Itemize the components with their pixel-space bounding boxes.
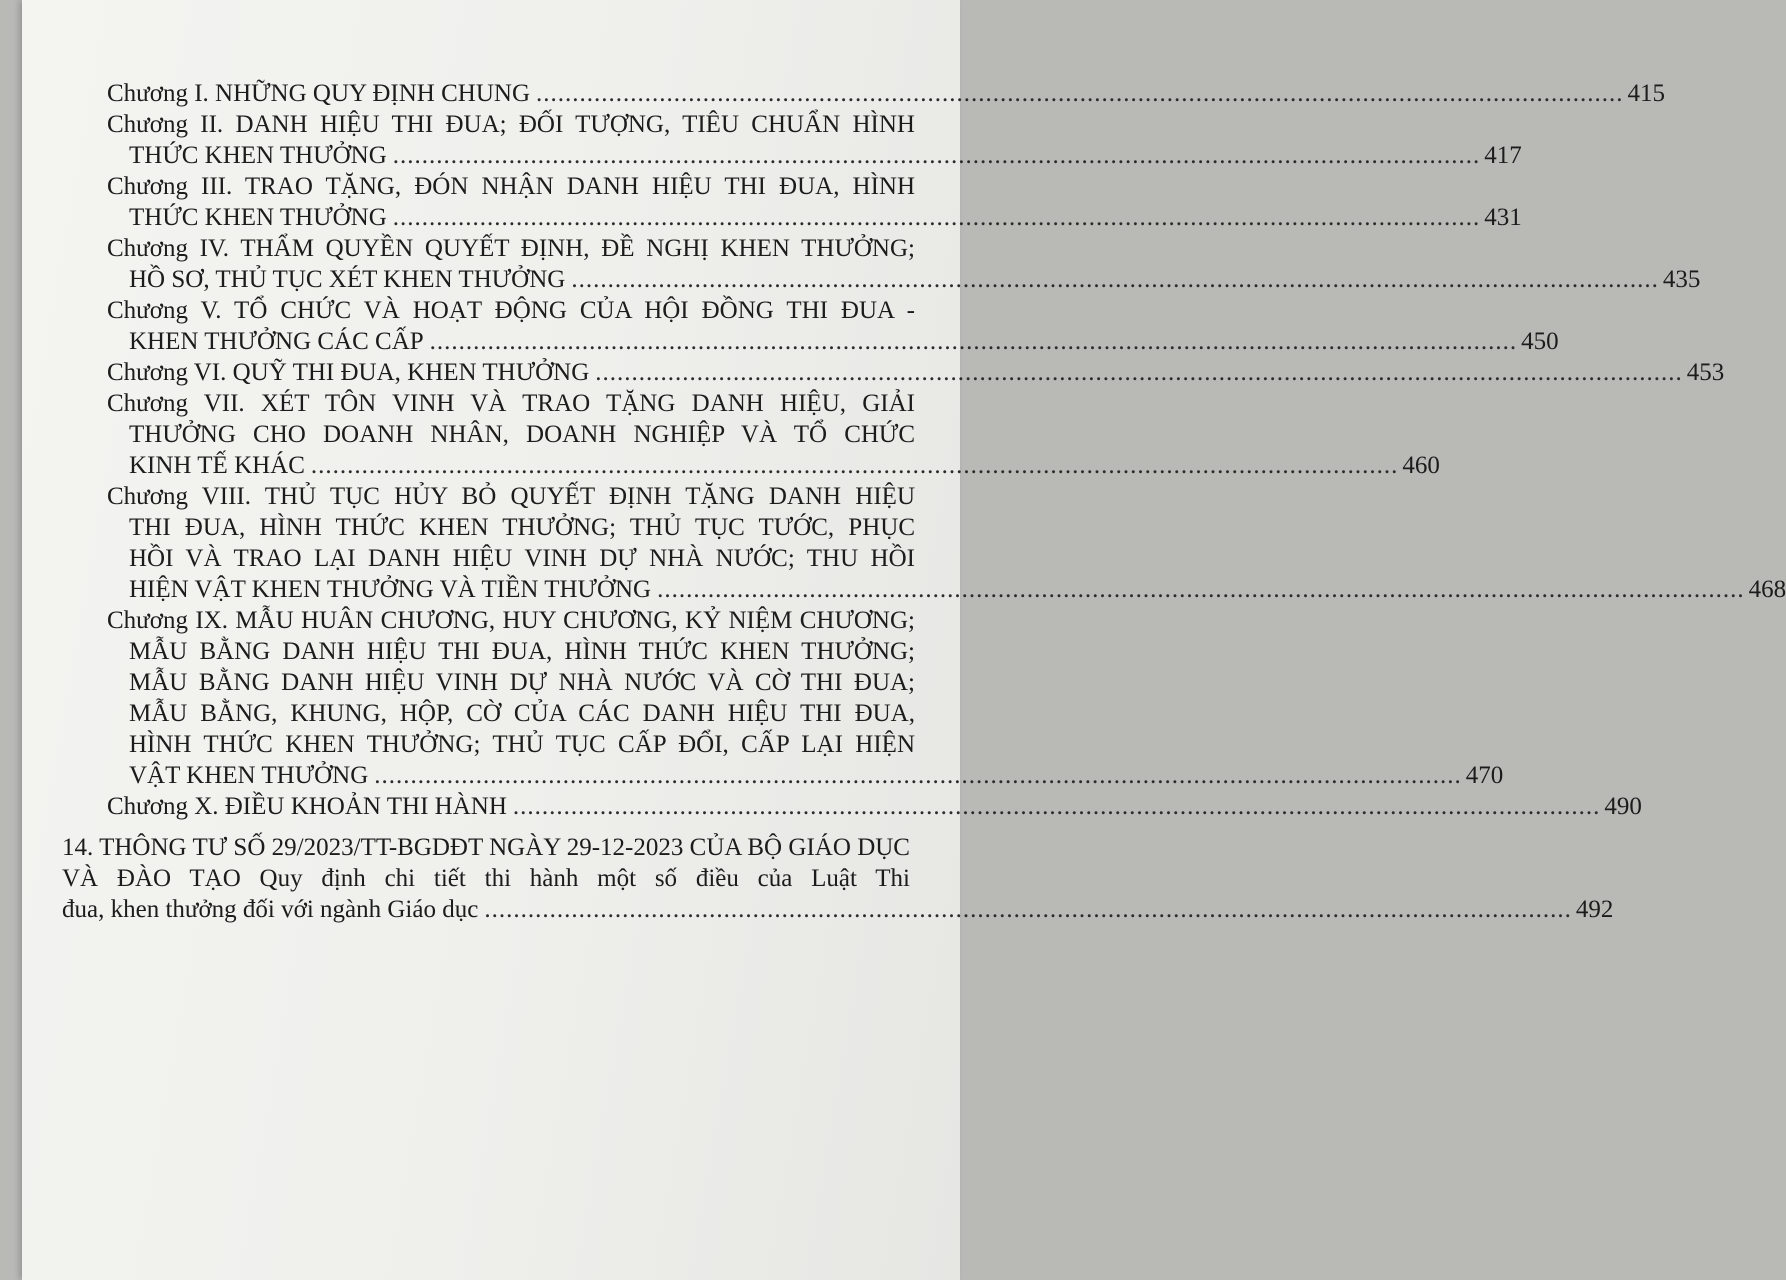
dot-leader: ......................................................................................................................................................: [310, 452, 1399, 479]
toc-entry-title: KINH TẾ KHÁC: [129, 452, 305, 479]
toc-entry-title: Chương X. ĐIỀU KHOẢN THI HÀNH: [107, 793, 507, 820]
toc-entry-line: Chương VIII. THỦ TỤC HỦY BỎ QUYẾT ĐỊNH TẶNG DANH HIỆU: [107, 483, 915, 510]
toc-entry-line: THƯỞNG CHO DOANH NHÂN, DOANH NGHIỆP VÀ TỔ CHỨC: [129, 421, 915, 448]
table-of-contents: [22, 78, 1786, 925]
dot-leader: ......................................................................................................................................................: [657, 576, 1745, 603]
toc-entry-line: Chương III. TRAO TẶNG, ĐÓN NHẬN DANH HIỆU THI ĐUA, HÌNH: [107, 173, 915, 200]
toc-entry-line: MẪU BẰNG DANH HIỆU THI ĐUA, HÌNH THỨC KHEN THƯỞNG;: [129, 638, 915, 665]
toc-entry-line: MẪU BẰNG DANH HIỆU VINH DỰ NHÀ NƯỚC VÀ CỜ THI ĐUA;: [129, 669, 915, 696]
toc-page-number: 490: [1604, 793, 1642, 820]
toc-entry-line: HỒI VÀ TRAO LẠI DANH HIỆU VINH DỰ NHÀ NƯỚC; THU HỒI: [129, 545, 915, 572]
toc-entry-title: HỒ SƠ, THỦ TỤC XÉT KHEN THƯỞNG: [129, 266, 566, 293]
toc-entry-line: THI ĐUA, HÌNH THỨC KHEN THƯỞNG; THỦ TỤC TƯỚC, PHỤC: [129, 514, 915, 541]
toc-entry-line: Chương V. TỔ CHỨC VÀ HOẠT ĐỘNG CỦA HỘI ĐỒNG THI ĐUA -: [107, 297, 915, 324]
dot-leader: ......................................................................................................................................................: [571, 266, 1659, 293]
dot-leader: ......................................................................................................................................................: [512, 793, 1601, 820]
toc-entry-title: VẬT KHEN THƯỞNG: [129, 762, 369, 789]
dot-leader: ......................................................................................................................................................: [392, 204, 1481, 231]
toc-entry-chapter-1: [22, 78, 1665, 109]
toc-entry-section-14: [22, 832, 1614, 925]
toc-entry-line: HÌNH THỨC KHEN THƯỞNG; THỦ TỤC CẤP ĐỔI, CẤP LẠI HIỆN: [129, 731, 915, 758]
toc-entry-line: Chương IV. THẨM QUYỀN QUYẾT ĐỊNH, ĐỀ NGHỊ KHEN THƯỞNG;: [107, 235, 915, 262]
toc-entry-title: THỨC KHEN THƯỞNG: [129, 142, 387, 169]
toc-entry-title: Chương I. NHỮNG QUY ĐỊNH CHUNG: [107, 80, 530, 107]
toc-page-number: 470: [1465, 762, 1504, 789]
toc-entry-chapter-7: [22, 388, 1440, 481]
toc-entry-line: 14. THÔNG TƯ SỐ 29/2023/TT-BGDĐT NGÀY 29-12-2023 CỦA BỘ GIÁO DỤC: [62, 834, 910, 861]
toc-entry-title: HIỆN VẬT KHEN THƯỞNG VÀ TIỀN THƯỞNG: [129, 576, 652, 603]
dot-leader: ......................................................................................................................................................: [429, 328, 1518, 355]
dot-leader: ......................................................................................................................................................: [595, 359, 1683, 386]
toc-page-number: 417: [1484, 142, 1522, 169]
toc-entry-chapter-3: [22, 171, 1522, 233]
dot-leader: ......................................................................................................................................................: [536, 80, 1624, 107]
toc-entry-chapter-4: [22, 233, 1701, 295]
toc-entry-chapter-5: [22, 295, 1559, 357]
toc-entry-line: Chương IX. MẪU HUÂN CHƯƠNG, HUY CHƯƠNG, KỶ NIỆM CHƯƠNG;: [107, 607, 915, 634]
toc-entry-chapter-6: [22, 357, 1725, 388]
toc-entry-line: Chương VII. XÉT TÔN VINH VÀ TRAO TẶNG DANH HIỆU, GIẢI: [107, 390, 915, 417]
toc-page-number: 431: [1484, 204, 1522, 231]
toc-page-number: 468: [1748, 576, 1786, 603]
toc-entry-line: VÀ ĐÀO TẠO Quy định chi tiết thi hành một số điều của Luật Thi: [62, 865, 910, 892]
dot-leader: ......................................................................................................................................................: [392, 142, 1481, 169]
toc-entry-title: THỨC KHEN THƯỞNG: [129, 204, 387, 231]
dot-leader: ......................................................................................................................................................: [374, 762, 1462, 789]
toc-entry-line: Chương II. DANH HIỆU THI ĐUA; ĐỐI TƯỢNG, TIÊU CHUẨN HÌNH: [107, 111, 915, 138]
toc-page-number: 415: [1627, 80, 1665, 107]
toc-page-number: 492: [1575, 896, 1614, 923]
toc-entry-title: đua, khen thưởng đối với ngành Giáo dục: [62, 896, 479, 923]
book-page: [22, 0, 1786, 1280]
toc-entry-chapter-8: [22, 481, 1786, 605]
toc-page-number: 460: [1402, 452, 1440, 479]
toc-entry-chapter-10: [22, 791, 1642, 822]
toc-entry-line: MẪU BẰNG, KHUNG, HỘP, CỜ CỦA CÁC DANH HIỆU THI ĐUA,: [129, 700, 915, 727]
toc-entry-title: KHEN THƯỞNG CÁC CẤP: [129, 328, 424, 355]
toc-entry-chapter-2: [22, 109, 1522, 171]
toc-page-number: 435: [1662, 266, 1701, 293]
toc-entry-title: Chương VI. QUỸ THI ĐUA, KHEN THƯỞNG: [107, 359, 590, 386]
dot-leader: ......................................................................................................................................................: [484, 896, 1572, 923]
toc-entry-chapter-9: [22, 605, 1504, 791]
toc-page-number: 450: [1521, 328, 1559, 355]
toc-page-number: 453: [1686, 359, 1725, 386]
